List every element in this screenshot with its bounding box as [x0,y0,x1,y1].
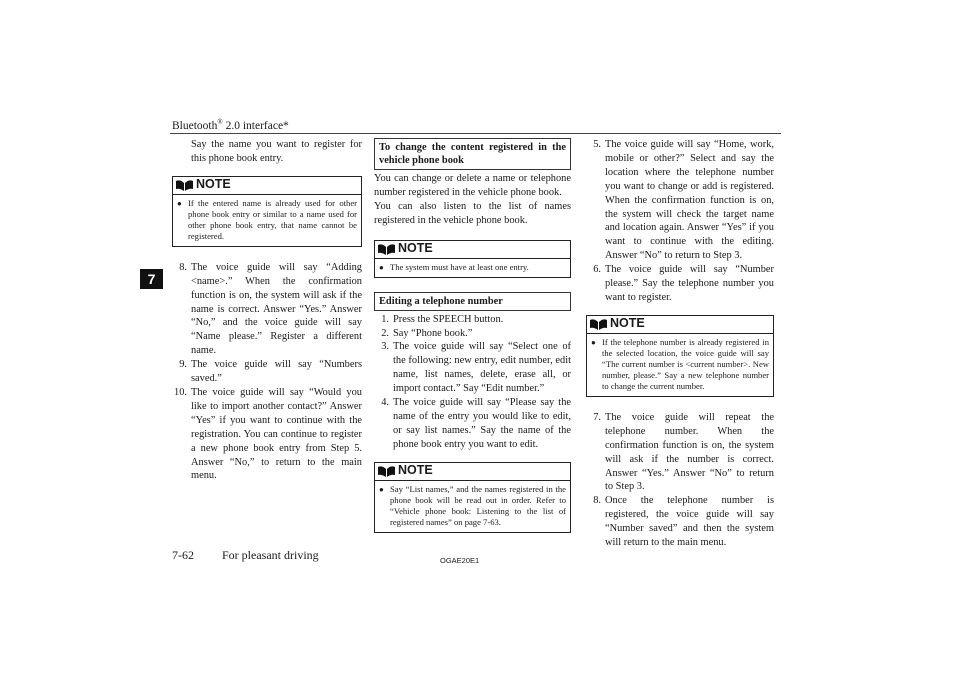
item-text: The voice guide will say “Number please.” Say the telephone number you want to register. [605,264,774,303]
item-number: 3. [381,341,389,353]
list-item [172,358,362,386]
bullet-icon: ● [591,337,596,347]
note-box [172,176,362,247]
note-label: NOTE [398,241,433,256]
list-item [586,263,774,305]
list-item [172,386,362,483]
list-item [172,261,362,358]
note-text: If the telephone number is already registered in the selected location, the voice guide will say “The current number is <current number>. New number, please.” Say a new telephone number to change the current number. [602,336,769,391]
item-text: Press the SPEECH button. [393,313,504,325]
bullet-icon: ● [177,198,182,208]
book-icon [176,179,193,191]
item-number: 1. [381,313,389,325]
list-item [374,327,571,341]
column-3 [586,138,774,550]
document-code: OGAE20E1 [440,556,480,565]
item-text: The voice guide will say “Select one of the following: new entry, edit number, edit name, list names, delete, erase all, or import contact.” Say “Edit number.” [393,341,571,395]
column-2 [374,138,571,547]
footer-section: For pleasant driving [222,548,319,562]
list-item [586,138,774,263]
item-number: 10. [174,386,187,398]
item-text: The voice guide will say “Please say the name of the entry you would like to edit, or say list names.” Say the name of the phone book entry you want to edit. [393,397,571,450]
note-label: NOTE [196,177,231,192]
note-text: Say “List names,” and the names registered in the phone book will be read out in order. Refer to “Vehicle phone book: Listening to the list of registered names” on page 7-63. [390,483,566,527]
item-number: 8. [593,495,601,507]
paragraph: You can also listen to the list of names registered in the vehicle phone book. [374,200,571,226]
book-icon [378,243,395,255]
list-item [374,313,571,327]
item-number: 5. [593,139,601,150]
item-text: The voice guide will say “Numbers saved.” [191,359,362,385]
section-heading: Editing a telephone number [374,292,571,311]
note-text: If the entered name is already used for other phone book entry or similar to a name used for other phone book entry, that name cannot be registered. [188,197,357,241]
item-number: 8. [179,261,187,273]
item-number: 4. [381,397,389,409]
paragraph: You can change or delete a name or telephone number registered in the vehicle phone book. [374,173,571,198]
item-number: 9. [179,359,187,371]
note-label: NOTE [610,316,645,331]
header-title-rest: 2.0 interface* [222,119,289,132]
page-number: 7-62 [172,548,194,562]
note-text: The system must have at least one entry. [390,261,529,272]
item-text: Once the telephone number is registered, the voice guide will say “Number saved” and then the system will return to the main menu. [605,495,774,549]
item-text: Say “Phone book.” [393,327,473,339]
book-icon [378,465,395,477]
bullet-icon: ● [379,262,384,272]
item-text: The voice guide will repeat the telephone number. When the confirmation function is on, the system will ask if the number is correct. Answer “Yes.” Answer “No” to return to Step 3. [605,411,774,493]
intro-text: Say the name you want to register for this phone book entry. [191,139,362,164]
list-item [374,396,571,452]
note-box [374,462,571,533]
list-item [586,411,774,494]
chapter-tab: 7 [140,269,163,289]
header-sup: ® [217,118,223,126]
note-label: NOTE [398,463,433,478]
running-header [172,116,289,134]
item-text: The voice guide will say “Adding <name>.” When the confirmation function is on, the system will ask if the name is correct. Answer “Yes.” Answer “No,” and the voice guide will say “Name please.” Register a different name. [191,261,362,357]
bullet-icon: ● [379,484,384,494]
item-number: 7. [593,411,601,423]
note-box [586,315,774,397]
item-text: The voice guide will say “Would you like to import another contact?” Answer “Yes” if you want to continue with the registration. You can continue to register a new phone book entry from Step 5. Answer “No,” to return to the main menu. [191,386,362,482]
book-icon [590,318,607,330]
item-text: The voice guide will say “Home, work, mobile or other?” Select and say the location where the telephone number you want to change or add is registered. When the confirmation function is on, the system will check the target name and location again. Answer “Yes” if you want to continue with the editing. Answer “No” to return to Step 3. [605,139,774,262]
column-1 [172,138,362,483]
section-heading: To change the content registered in the vehicle phone book [374,138,571,170]
list-item [586,494,774,550]
header-title: Bluetooth [172,119,218,132]
item-number: 6. [593,264,601,276]
item-number: 2. [381,327,389,339]
list-item [374,340,571,396]
header-rule [170,133,781,134]
note-box [374,240,571,278]
